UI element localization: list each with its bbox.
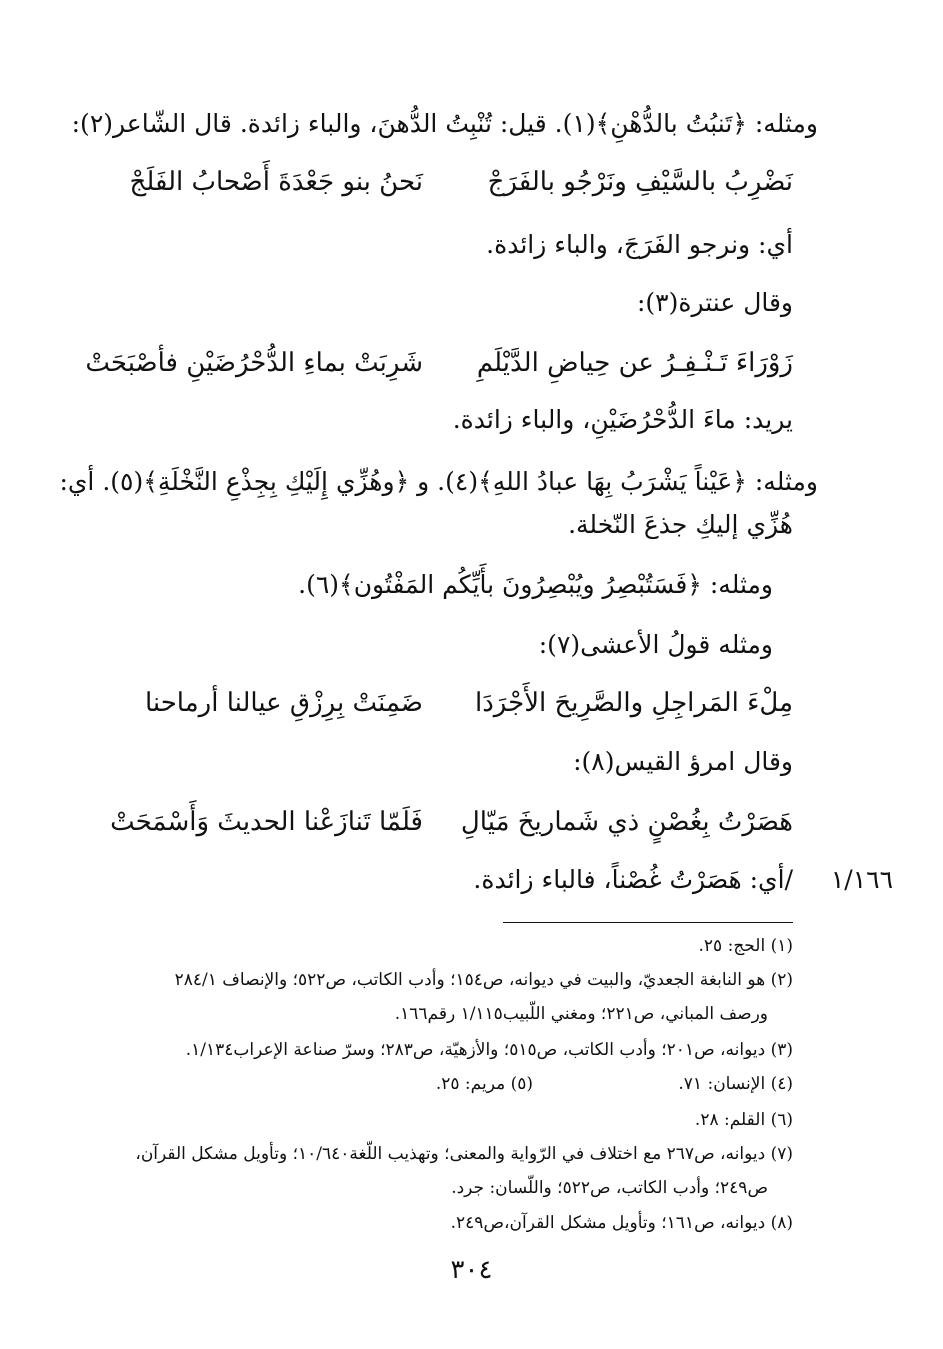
verse-2-second-hemistich: زَوْرَاءَ تَـنْـفِـرُ عن حِياضِ الدَّيْلَمِ: [476, 348, 793, 378]
margin-page-reference: ١/١٦٦: [830, 865, 893, 894]
body-line-8: ومثله قولُ الأعشى(٧):: [538, 630, 773, 659]
verse-3-first-hemistich: ضَمِنَتْ بِرِزْقِ عيالنا أرماحنا: [144, 688, 423, 718]
footnote-5: (٥) مريم: ٢٥.: [435, 1074, 533, 1094]
body-line-3: وقال عنترة(٣):: [636, 288, 793, 317]
footnote-1: (١) الحج: ٢٥.: [698, 936, 793, 956]
page-number: ٣٠٤: [450, 1255, 493, 1285]
footnote-4: (٤) الإنسان: ٧١.: [678, 1074, 793, 1094]
body-line-10: /أي: هَصَرْتُ غُصْناً، فالباء زائدة.: [473, 865, 793, 894]
verse-2-first-hemistich: شَرِبَتْ بماءِ الدُّحْرُضَيْنِ فأصْبَحَتْ: [85, 348, 423, 378]
body-line-7: ومثله: ﴿فَسَتُبْصِرُ ويُبْصِرُونَ بأَيِّكُم المَفْتُون﴾(٦).: [298, 570, 773, 599]
footnote-7-line-2: ص٢٤٩؛ وأدب الكاتب، ص٥٢٢؛ واللّسان: جرد.: [451, 1178, 768, 1198]
verse-1-first-hemistich: نَحنُ بنو جَعْدَةَ أَصْحابُ الفَلَجْ: [129, 167, 423, 197]
body-line-1: ومثله: ﴿تَنبُتُ بالدُّهْنِ﴾(١). قيل: تُنْبِتُ الدُّهنَ، والباء زائدة. قال الشّاعر(٢):: [71, 109, 818, 138]
footnote-2-line-1: (٢) هو النابغة الجعديّ، والبيت في ديوانه، ص١٥٤؛ وأدب الكاتب، ص٥٢٢؛ والإنصاف ٢٨٤/١: [174, 970, 793, 990]
verse-3-second-hemistich: مِلْءَ المَراجِلِ والصَّرِيحَ الأَجْرَدَا: [474, 688, 793, 718]
footnote-6: (٦) القلم: ٢٨.: [694, 1110, 793, 1130]
body-line-4: يريد: ماءَ الدُّحْرُضَيْنِ، والباء زائدة.: [452, 405, 793, 434]
footnote-2-line-2: ورصف المباني، ص٢٢١؛ ومغني اللّبيب١/١١٥ رقم١٦٦.: [394, 1004, 768, 1024]
body-line-5: ومثله: ﴿عَيْناً يَشْرَبُ بِهَا عبادُ اللهِ﴾(٤). و ﴿وهُزِّي إِلَيْكِ بِجِذْعِ النَّخْلَةِ﴾(٥). أي:: [59, 467, 818, 496]
footnote-separator: [503, 922, 793, 923]
footnote-3: (٣) ديوانه، ص٢٠١؛ وأدب الكاتب، ص٥١٥؛ والأزهيّة، ص٢٨٣؛ وسرّ صناعة الإعراب١/١٣٤.: [185, 1040, 793, 1060]
body-line-9: وقال امرؤ القيس(٨):: [573, 747, 793, 776]
verse-4-first-hemistich: فَلَمّا تَنازَعْنا الحديثَ وَأَسْمَحَتْ: [110, 807, 423, 837]
body-line-2: أي: ونرجو الفَرَجَ، والباء زائدة.: [486, 230, 793, 259]
body-line-6: هُزِّي إليكِ جذعَ النّخلة.: [568, 510, 793, 539]
footnote-8: (٨) ديوانه، ص١٦١؛ وتأويل مشكل القرآن،ص٢٤٩.: [450, 1213, 793, 1233]
footnote-7-line-1: (٧) ديوانه، ص٢٦٧ مع اختلاف في الرّواية والمعنى؛ وتهذيب اللّغة١٠/٦٤٠؛ وتأويل مشكل القرآن،: [135, 1144, 793, 1164]
verse-1-second-hemistich: نَضْرِبُ بالسَّيْفِ ونَرْجُو بالفَرَجْ: [487, 167, 793, 197]
verse-4-second-hemistich: هَصَرْتُ بِغُصْنٍ ذي شَماريخَ مَيّالِ: [460, 807, 793, 837]
